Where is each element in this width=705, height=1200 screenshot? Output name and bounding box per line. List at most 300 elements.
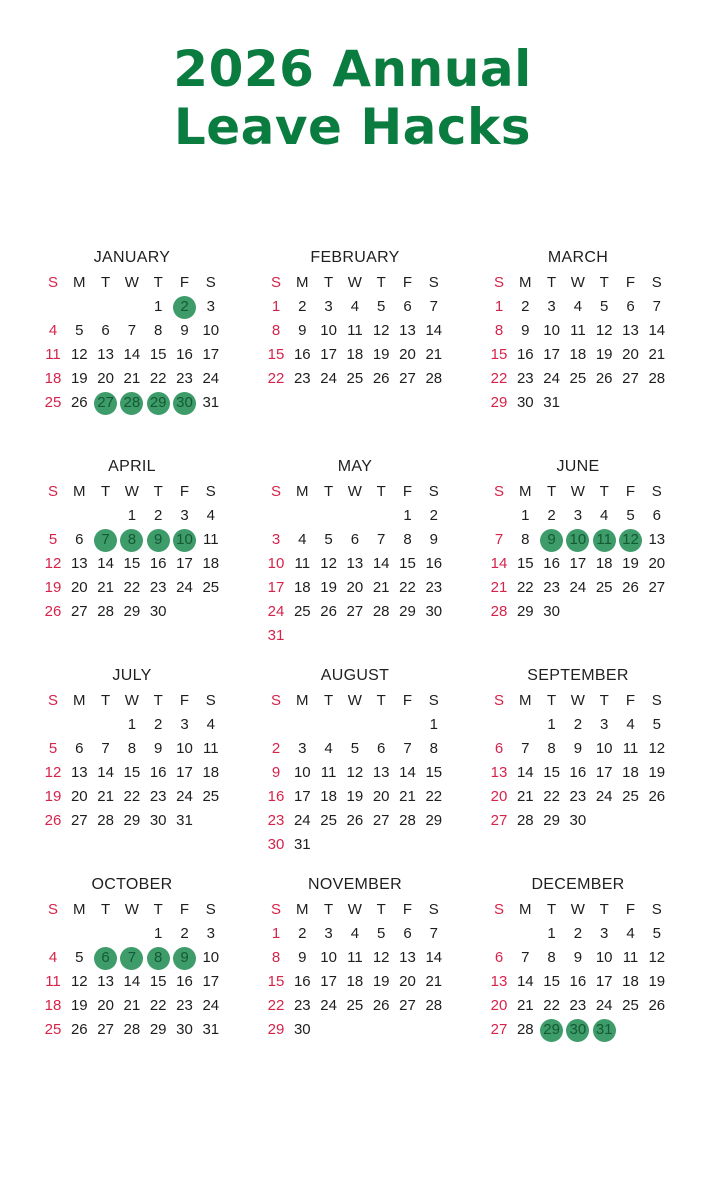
day-cell: 9 <box>180 322 189 339</box>
day-cell: 19 <box>372 346 390 363</box>
day-cell: 14 <box>425 322 443 339</box>
day-cell: 17 <box>202 973 220 990</box>
day-cell: 26 <box>70 394 88 411</box>
day-cell: 15 <box>425 764 443 781</box>
day-cell: 29 <box>149 1021 167 1038</box>
day-cell-highlighted: 30 <box>172 391 198 415</box>
day-cell: 24 <box>202 370 220 387</box>
day-cell: 2 <box>573 925 583 942</box>
day-cell: 9 <box>521 322 530 339</box>
day-cell: 30 <box>149 603 167 620</box>
day-cell: 13 <box>346 555 364 572</box>
day-cell: 3 <box>547 298 556 315</box>
day-cell: 10 <box>595 949 613 966</box>
day-cell: 8 <box>403 531 412 548</box>
day-cell: 8 <box>494 322 504 339</box>
day-cell: 5 <box>377 925 386 942</box>
day-cell: 28 <box>97 603 114 620</box>
weekday-header: T <box>101 274 111 291</box>
weekday-header: S <box>651 692 662 709</box>
day-cell-highlighted: 9 <box>172 946 198 970</box>
day-cell: 4 <box>298 531 307 548</box>
weekday-header: S <box>651 483 662 500</box>
day-cell: 22 <box>490 370 508 387</box>
day-cell: 6 <box>494 740 504 757</box>
day-cell: 10 <box>320 949 337 966</box>
weekday-header: S <box>270 901 281 918</box>
day-cell: 8 <box>154 322 163 339</box>
day-cell: 24 <box>176 788 193 805</box>
day-cell: 18 <box>346 346 364 363</box>
day-cell: 16 <box>293 973 311 990</box>
day-cell: 19 <box>648 764 666 781</box>
day-cell: 28 <box>399 812 416 829</box>
day-cell-highlighted: 10 <box>565 528 591 552</box>
weekday-header: M <box>73 901 86 918</box>
day-cell: 1 <box>403 507 412 524</box>
weekday-header: T <box>599 274 609 291</box>
day-cell: 17 <box>320 973 337 990</box>
day-cell: 15 <box>123 555 141 572</box>
day-cell: 28 <box>372 603 390 620</box>
day-cell: 28 <box>123 1021 141 1038</box>
day-cell: 26 <box>622 579 639 596</box>
day-cell: 8 <box>521 531 530 548</box>
day-cell: 2 <box>429 507 438 524</box>
day-cell: 26 <box>372 370 390 387</box>
day-cell: 29 <box>123 812 141 829</box>
day-cell: 3 <box>600 925 609 942</box>
day-cell: 17 <box>569 555 587 572</box>
day-cell: 23 <box>149 579 167 596</box>
weekday-header: F <box>402 274 413 291</box>
day-cell: 21 <box>97 579 114 596</box>
weekday-header: M <box>519 483 532 500</box>
day-cell: 7 <box>101 740 110 757</box>
weekday-header: S <box>205 901 216 918</box>
day-cell: 15 <box>267 346 285 363</box>
day-cell: 28 <box>648 370 666 387</box>
weekday-header: F <box>625 483 636 500</box>
day-cell: 21 <box>516 997 534 1014</box>
day-cell: 13 <box>372 764 390 781</box>
day-cell: 3 <box>180 507 189 524</box>
day-cell: 16 <box>293 346 311 363</box>
month-april <box>40 457 224 637</box>
day-cell: 10 <box>543 322 560 339</box>
day-cell: 25 <box>293 603 311 620</box>
day-cell: 24 <box>595 997 613 1014</box>
day-cell: 8 <box>271 949 281 966</box>
day-cell: 19 <box>44 579 62 596</box>
day-cell: 20 <box>97 370 114 387</box>
day-cell: 10 <box>202 322 220 339</box>
day-cell: 15 <box>543 973 560 990</box>
day-cell: 29 <box>425 812 443 829</box>
day-cell: 4 <box>324 740 333 757</box>
day-cell: 2 <box>154 507 163 524</box>
day-cell: 24 <box>543 370 560 387</box>
day-cell: 14 <box>399 764 416 781</box>
day-cell: 26 <box>648 997 666 1014</box>
weekday-header: F <box>402 901 413 918</box>
weekday-header: T <box>376 274 386 291</box>
day-cell: 23 <box>425 579 443 596</box>
day-cell: 20 <box>70 788 88 805</box>
day-cell: 23 <box>293 997 311 1014</box>
day-cell: 17 <box>595 764 613 781</box>
day-cell: 16 <box>569 973 587 990</box>
day-cell: 18 <box>622 973 639 990</box>
weekday-header: T <box>547 274 557 291</box>
day-cell: 11 <box>622 949 639 966</box>
month-name: APRIL <box>108 458 156 475</box>
day-cell: 20 <box>70 579 88 596</box>
day-cell: 3 <box>298 740 307 757</box>
day-cell: 1 <box>521 507 530 524</box>
month-august <box>263 666 447 853</box>
weekday-header: W <box>124 692 139 709</box>
month-name: JULY <box>112 667 152 684</box>
day-cell: 1 <box>271 298 281 315</box>
weekday-header: T <box>376 901 386 918</box>
day-cell: 24 <box>595 788 613 805</box>
day-cell: 4 <box>48 322 58 339</box>
day-cell-highlighted: 2 <box>172 295 198 319</box>
weekday-header: F <box>625 274 636 291</box>
weekday-header: F <box>402 692 413 709</box>
weekday-header: T <box>324 274 334 291</box>
month-name: NOVEMBER <box>308 876 402 893</box>
day-cell: 12 <box>648 949 666 966</box>
weekday-header: T <box>324 692 334 709</box>
day-cell: 18 <box>320 788 337 805</box>
day-cell: 29 <box>543 812 560 829</box>
weekday-header: T <box>101 692 111 709</box>
day-cell: 16 <box>569 764 587 781</box>
day-cell: 26 <box>648 788 666 805</box>
page-title <box>0 40 705 156</box>
day-cell: 24 <box>320 997 337 1014</box>
day-cell: 25 <box>622 997 639 1014</box>
weekday-header: W <box>347 692 362 709</box>
weekday-header: T <box>101 483 111 500</box>
day-cell: 30 <box>543 603 560 620</box>
day-cell: 2 <box>180 925 189 942</box>
day-cell: 16 <box>149 764 167 781</box>
day-cell: 1 <box>154 298 163 315</box>
day-cell: 6 <box>377 740 386 757</box>
day-cell: 18 <box>346 973 364 990</box>
day-cell: 15 <box>516 555 534 572</box>
day-cell: 9 <box>298 322 307 339</box>
day-cell: 11 <box>203 740 219 757</box>
day-cell: 13 <box>399 322 416 339</box>
day-cell: 27 <box>346 603 364 620</box>
month-november <box>263 875 447 1055</box>
day-cell: 14 <box>97 764 114 781</box>
day-cell: 19 <box>648 973 666 990</box>
day-cell: 7 <box>652 298 661 315</box>
day-cell: 18 <box>202 764 220 781</box>
weekday-header: M <box>73 692 86 709</box>
day-cell: 27 <box>490 812 508 829</box>
day-cell: 24 <box>320 370 337 387</box>
weekday-header: W <box>124 901 139 918</box>
day-cell: 7 <box>403 740 412 757</box>
month-may <box>263 457 447 644</box>
day-cell: 6 <box>350 531 360 548</box>
day-cell: 11 <box>570 322 586 339</box>
day-cell: 3 <box>573 507 583 524</box>
day-cell: 6 <box>403 298 412 315</box>
month-name: OCTOBER <box>91 876 173 893</box>
day-cell: 4 <box>600 507 609 524</box>
day-cell: 16 <box>267 788 285 805</box>
day-cell: 13 <box>70 555 88 572</box>
day-cell: 3 <box>180 716 189 733</box>
day-cell: 19 <box>346 788 364 805</box>
weekday-header: W <box>570 692 585 709</box>
month-name: FEBRUARY <box>310 249 400 266</box>
weekday-header: T <box>599 901 609 918</box>
day-cell: 10 <box>202 949 220 966</box>
day-cell: 20 <box>648 555 666 572</box>
weekday-header: S <box>270 483 281 500</box>
day-cell: 4 <box>48 949 58 966</box>
day-cell: 31 <box>293 836 311 853</box>
day-cell: 17 <box>267 579 285 596</box>
day-cell: 1 <box>271 925 281 942</box>
day-cell: 4 <box>206 507 215 524</box>
day-cell: 12 <box>320 555 337 572</box>
day-cell: 14 <box>648 322 666 339</box>
weekday-header: S <box>428 692 439 709</box>
day-cell: 26 <box>372 997 390 1014</box>
day-cell: 15 <box>267 973 285 990</box>
day-cell: 5 <box>600 298 609 315</box>
day-cell: 11 <box>45 346 61 363</box>
day-cell: 7 <box>521 949 530 966</box>
day-cell: 21 <box>123 370 141 387</box>
day-cell: 11 <box>294 555 311 572</box>
day-cell: 7 <box>377 531 386 548</box>
day-cell: 18 <box>44 370 62 387</box>
day-cell: 20 <box>399 346 416 363</box>
day-cell: 25 <box>44 394 62 411</box>
weekday-header: T <box>376 692 386 709</box>
day-cell: 30 <box>149 812 167 829</box>
day-cell: 23 <box>293 370 311 387</box>
day-cell: 13 <box>490 973 508 990</box>
day-cell: 7 <box>494 531 504 548</box>
day-cell: 8 <box>271 322 281 339</box>
day-cell: 5 <box>48 740 58 757</box>
day-cell: 11 <box>203 531 219 548</box>
day-cell: 14 <box>97 555 114 572</box>
day-cell: 5 <box>626 507 635 524</box>
day-cell: 5 <box>350 740 360 757</box>
day-cell: 7 <box>521 740 530 757</box>
weekday-header: T <box>324 901 334 918</box>
day-cell: 14 <box>516 973 534 990</box>
weekday-header: W <box>570 483 585 500</box>
day-cell: 13 <box>97 346 114 363</box>
day-cell: 5 <box>652 716 661 733</box>
day-cell: 30 <box>425 603 443 620</box>
day-cell: 26 <box>595 370 613 387</box>
day-cell: 8 <box>429 740 438 757</box>
month-february <box>263 248 447 428</box>
day-cell: 23 <box>149 788 167 805</box>
day-cell: 11 <box>320 764 337 781</box>
day-cell: 18 <box>293 579 311 596</box>
weekday-header: W <box>570 274 585 291</box>
day-cell: 4 <box>206 716 215 733</box>
day-cell: 27 <box>648 579 666 596</box>
day-cell: 21 <box>97 788 114 805</box>
month-name: JUNE <box>556 458 600 475</box>
day-cell: 29 <box>399 603 416 620</box>
weekday-header: W <box>347 483 362 500</box>
month-june <box>486 457 670 637</box>
day-cell: 22 <box>123 788 141 805</box>
day-cell: 25 <box>44 1021 62 1038</box>
day-cell: 17 <box>595 973 613 990</box>
weekday-header: M <box>73 483 86 500</box>
day-cell: 12 <box>70 346 88 363</box>
day-cell: 18 <box>569 346 587 363</box>
day-cell: 12 <box>648 740 666 757</box>
day-cell-highlighted: 10 <box>172 528 198 552</box>
month-name: DECEMBER <box>531 876 625 893</box>
day-cell: 20 <box>372 788 390 805</box>
day-cell: 31 <box>176 812 193 829</box>
day-cell: 4 <box>626 716 635 733</box>
day-cell: 13 <box>97 973 114 990</box>
weekday-header: F <box>179 692 190 709</box>
day-cell: 4 <box>573 298 583 315</box>
month-name: SEPTEMBER <box>527 667 629 684</box>
day-cell: 7 <box>127 322 137 339</box>
day-cell-highlighted: 8 <box>119 528 145 552</box>
month-name: MAY <box>337 458 373 475</box>
day-cell: 23 <box>569 788 587 805</box>
month-name: MARCH <box>547 249 609 266</box>
weekday-header: S <box>428 483 439 500</box>
day-cell: 12 <box>70 973 88 990</box>
day-cell: 15 <box>149 346 167 363</box>
day-cell: 15 <box>490 346 508 363</box>
day-cell: 14 <box>123 346 141 363</box>
weekday-header: S <box>47 274 58 291</box>
day-cell: 21 <box>399 788 416 805</box>
day-cell: 21 <box>490 579 508 596</box>
weekday-header: S <box>493 901 504 918</box>
day-cell: 6 <box>75 531 84 548</box>
day-cell: 5 <box>75 949 84 966</box>
day-cell: 6 <box>403 925 412 942</box>
day-cell: 19 <box>372 973 390 990</box>
day-cell: 31 <box>202 1021 220 1038</box>
weekday-header: T <box>324 483 334 500</box>
day-cell: 27 <box>372 812 390 829</box>
day-cell: 19 <box>44 788 62 805</box>
day-cell: 20 <box>399 973 416 990</box>
day-cell: 16 <box>176 973 193 990</box>
day-cell: 17 <box>320 346 337 363</box>
title-line-1: 2026 Annual <box>173 40 532 98</box>
day-cell: 21 <box>123 997 141 1014</box>
day-cell: 15 <box>543 764 560 781</box>
day-cell: 8 <box>127 740 137 757</box>
day-cell: 16 <box>176 346 193 363</box>
day-cell: 10 <box>176 740 193 757</box>
weekday-header: S <box>428 901 439 918</box>
weekday-header: S <box>205 692 216 709</box>
day-cell: 23 <box>267 812 285 829</box>
day-cell: 24 <box>176 579 193 596</box>
day-cell: 7 <box>429 298 438 315</box>
day-cell: 24 <box>202 997 220 1014</box>
day-cell: 24 <box>293 812 311 829</box>
weekday-header: S <box>493 274 504 291</box>
day-cell: 2 <box>298 298 307 315</box>
day-cell: 14 <box>372 555 390 572</box>
day-cell-highlighted: 31 <box>591 1018 617 1042</box>
weekday-header: S <box>493 483 504 500</box>
day-cell: 14 <box>490 555 508 572</box>
day-cell: 11 <box>45 973 61 990</box>
day-cell-highlighted: 8 <box>145 946 171 970</box>
day-cell: 29 <box>123 603 141 620</box>
day-cell: 9 <box>154 740 163 757</box>
day-cell: 13 <box>70 764 88 781</box>
day-cell: 22 <box>267 997 285 1014</box>
day-cell: 16 <box>425 555 443 572</box>
day-cell-highlighted: 11 <box>591 528 617 552</box>
day-cell: 30 <box>516 394 534 411</box>
day-cell: 19 <box>622 555 639 572</box>
weekday-header: S <box>47 692 58 709</box>
day-cell: 19 <box>320 579 337 596</box>
day-cell: 19 <box>70 370 88 387</box>
month-name: AUGUST <box>320 667 390 684</box>
day-cell: 17 <box>543 346 560 363</box>
day-cell: 23 <box>176 997 193 1014</box>
day-cell: 23 <box>176 370 193 387</box>
weekday-header: M <box>296 483 309 500</box>
day-cell: 5 <box>324 531 333 548</box>
weekday-header: W <box>124 274 139 291</box>
day-cell: 6 <box>626 298 635 315</box>
day-cell: 24 <box>569 579 587 596</box>
day-cell: 26 <box>320 603 337 620</box>
day-cell: 27 <box>399 997 416 1014</box>
weekday-header: M <box>296 274 309 291</box>
day-cell: 29 <box>267 1021 285 1038</box>
day-cell: 2 <box>298 925 307 942</box>
day-cell: 1 <box>127 716 137 733</box>
day-cell: 10 <box>595 740 613 757</box>
month-january <box>40 248 224 428</box>
day-cell: 20 <box>490 997 508 1014</box>
weekday-header: T <box>153 483 163 500</box>
day-cell: 25 <box>346 370 364 387</box>
day-cell: 22 <box>149 997 167 1014</box>
day-cell: 25 <box>346 997 364 1014</box>
day-cell-highlighted: 9 <box>539 528 565 552</box>
